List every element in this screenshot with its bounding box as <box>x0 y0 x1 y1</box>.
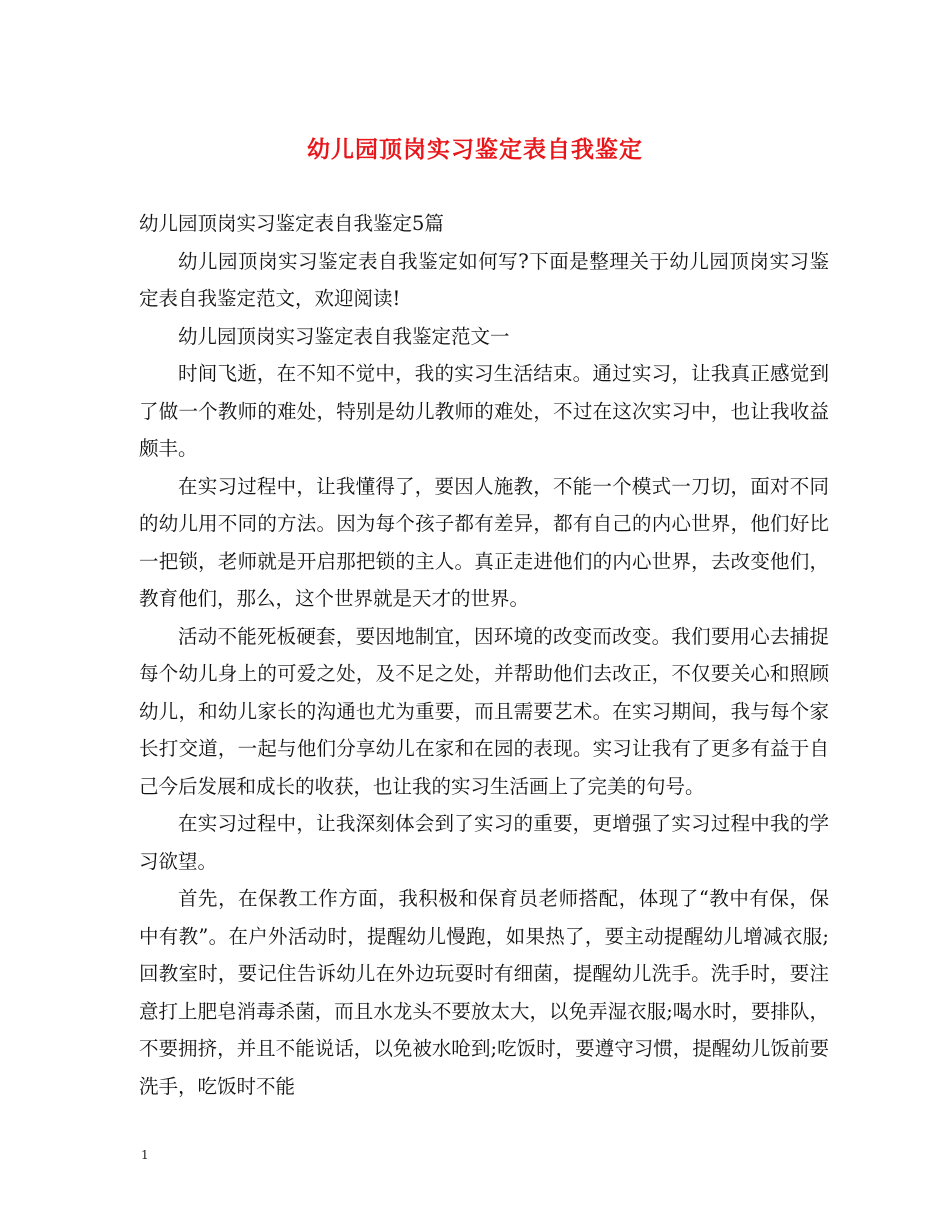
page-number: 1 <box>141 1148 149 1162</box>
paragraph: 时间飞逝，在不知不觉中，我的实习生活结束。通过实习，让我真正感觉到了做一个教师的难处，特别是幼儿教师的难处，不过在这次实习中，也让我收益颇丰。 <box>139 362 829 460</box>
paragraph: 在实习过程中，让我懂得了，要因人施教，不能一个模式一刀切，面对不同的幼儿用不同的方法。因为每个孩子都有差异，都有自己的内心世界，他们好比一把锁，老师就是开启那把锁的主人。真正走进他们的内心世界，去改变他们，教育他们，那么，这个世界就是天才的世界。 <box>139 474 829 610</box>
paragraph-heading-sample-one: 幼儿园顶岗实习鉴定表自我鉴定范文一 <box>178 324 510 348</box>
paragraph: 活动不能死板硬套，要因地制宜，因环境的改变而改变。我们要用心去捕捉每个幼儿身上的可爱之处，及不足之处，并帮助他们去改正，不仅要关心和照顾幼儿，和幼儿家长的沟通也尤为重要，而且需要艺术。在实习期间，我与每个家长打交道，一起与他们分享幼儿在家和在园的表现。实习让我有了更多有益于自己今后发展和成长的收获，也让我的实习生活画上了完美的句号。 <box>139 624 829 798</box>
document-subtitle: 幼儿园顶岗实习鉴定表自我鉴定5篇 <box>139 212 444 235</box>
paragraph: 在实习过程中，让我深刻体会到了实习的重要，更增强了实习过程中我的学习欲望。 <box>139 812 829 873</box>
document-body <box>139 205 829 1105</box>
paragraph-intro: 幼儿园顶岗实习鉴定表自我鉴定如何写?下面是整理关于幼儿园顶岗实习鉴定表自我鉴定范文，欢迎阅读! <box>139 249 829 310</box>
document-title: 幼儿园顶岗实习鉴定表自我鉴定 <box>307 136 643 163</box>
paragraph: 首先，在保教工作方面，我积极和保育员老师搭配，体现了“教中有保，保中有教”。在户外活动时，提醒幼儿慢跑，如果热了，要主动提醒幼儿增减衣服;回教室时，要记住告诉幼儿在外边玩耍时有细菌，提醒幼儿洗手。洗手时，要注意打上肥皂消毒杀菌，而且水龙头不要放太大，以免弄湿衣服;喝水时，要排队，不要拥挤，并且不能说话，以免被水呛到;吃饭时，要遵守习惯，提醒幼儿饭前要洗手，吃饭时不能 <box>139 887 829 1098</box>
